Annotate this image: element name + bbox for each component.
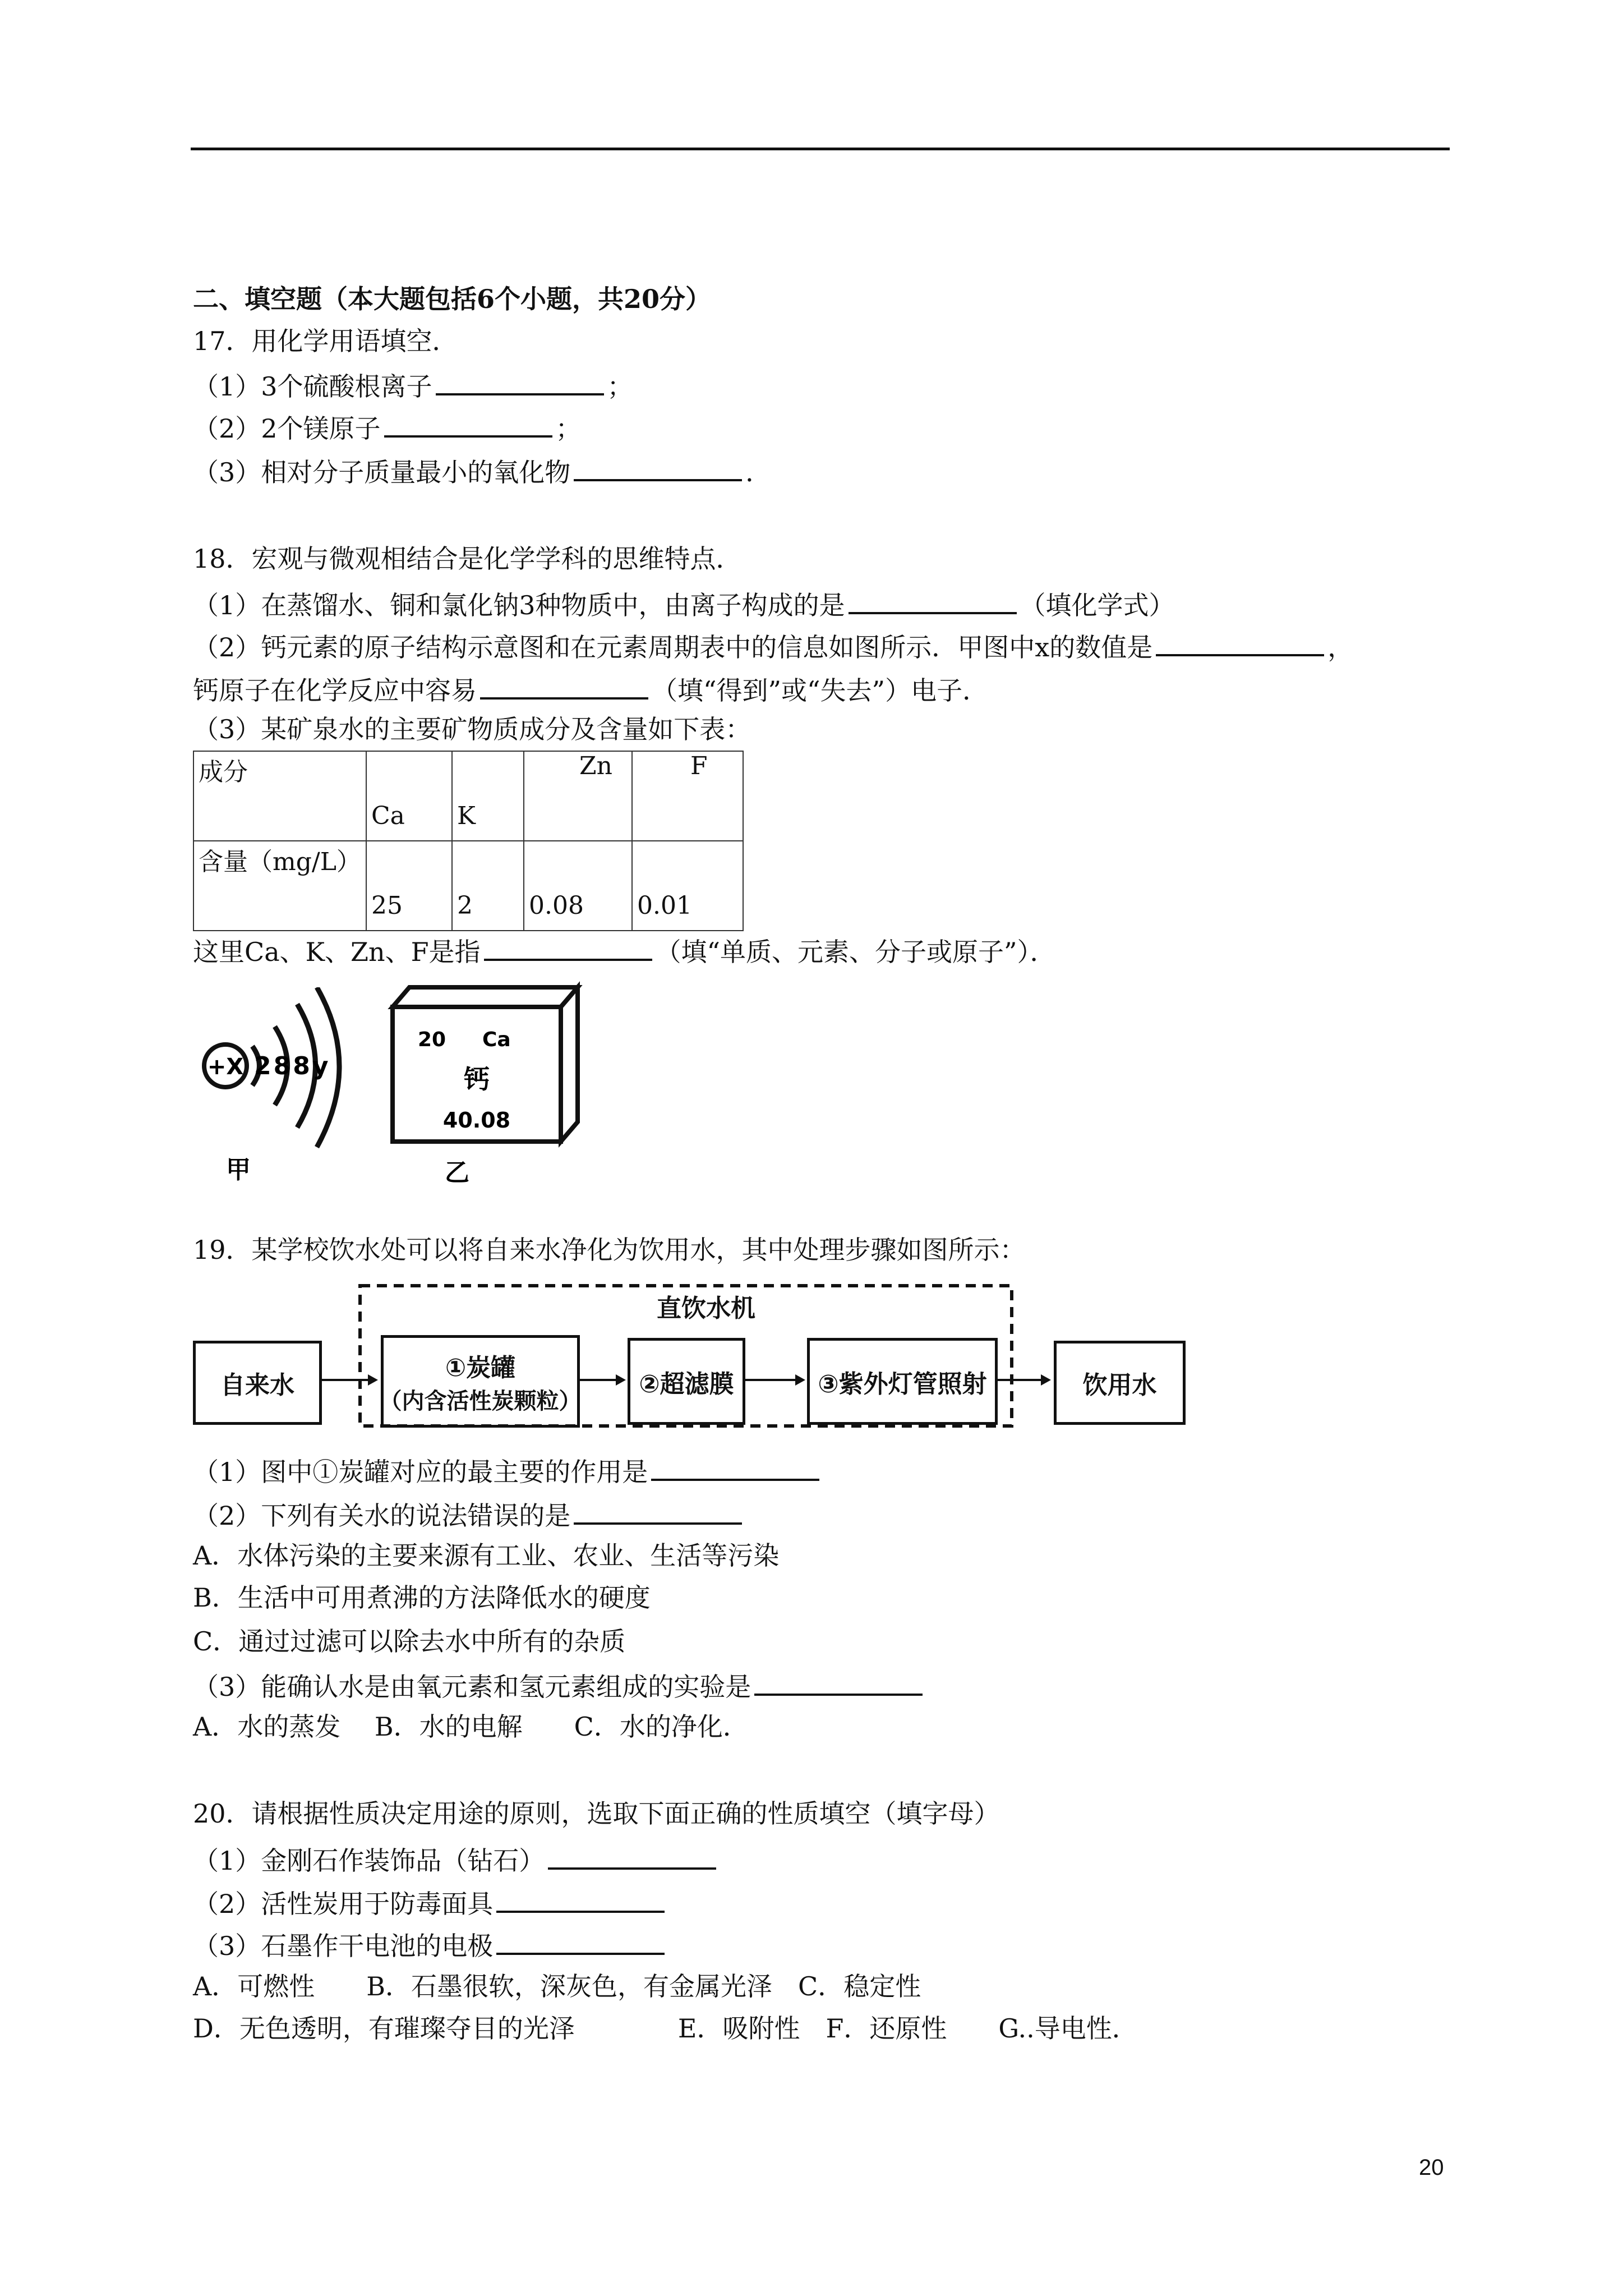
water-flow-diagram: [193, 1279, 1186, 1447]
element-ca: Ca: [371, 802, 405, 830]
figure-label-jia: 甲: [226, 1156, 251, 1184]
periodic-cell-diagram: [387, 976, 589, 1200]
q18-title: 18．宏观与微观相结合是化学学科的思维特点．: [193, 544, 742, 574]
answer-blank[interactable]: [651, 1453, 819, 1481]
q20-part1: [193, 1842, 720, 1876]
q19-part1-text: （1）图中①炭罐对应的最主要的作用是: [193, 1457, 648, 1487]
q18-part1-text: （1）在蒸馏水、铜和氯化钠3种物质中，由离子构成的是: [193, 590, 845, 620]
table-cell: [452, 751, 524, 841]
table-cell: [632, 751, 743, 841]
atomic-number: 20: [418, 1028, 446, 1051]
answer-blank[interactable]: [384, 409, 552, 438]
value-k: 2: [457, 891, 473, 920]
value-zn: 0.08: [529, 891, 584, 920]
q17-item-1: [193, 367, 633, 402]
q20-options-1: A．可燃性 B．石墨很软，深灰色，有金属光泽 C．稳定性: [193, 1971, 921, 2001]
flow-step3-box: [807, 1338, 998, 1425]
atomic-mass: 40.08: [442, 1108, 511, 1133]
answer-blank[interactable]: [484, 933, 652, 961]
element-k: K: [457, 802, 476, 830]
flow-step1-line2: （内含活性炭颗粒）: [379, 1388, 582, 1414]
q20-part3: [193, 1927, 668, 1962]
flow-step3-text: ③紫外灯管照射: [818, 1369, 987, 1398]
q18-after-text: 这里Ca、K、Zn、F是指: [193, 937, 481, 967]
table-row-label: [193, 841, 366, 931]
q17-item-3-end: ．: [745, 457, 772, 487]
q18-part3: （3）某矿泉水的主要矿物质成分及含量如下表：: [193, 714, 751, 744]
q19-part2: [193, 1497, 745, 1531]
answer-blank[interactable]: [754, 1668, 923, 1696]
table-cell: [632, 841, 743, 931]
answer-blank[interactable]: [574, 453, 742, 481]
answer-blank[interactable]: [496, 1885, 665, 1913]
q18-part2-suffix: ，: [1327, 632, 1354, 662]
answer-blank[interactable]: [548, 1842, 716, 1870]
atom-structure-diagram: [191, 987, 359, 1195]
q19-part2-text: （2）下列有关水的说法错误的是: [193, 1501, 571, 1531]
q19-part3-text: （3）能确认水是由氧元素和氢元素组成的实验是: [193, 1672, 751, 1702]
value-f: 0.01: [637, 891, 692, 920]
table-row-label-text: 含量（mg/L）: [199, 848, 361, 876]
answer-blank[interactable]: [436, 367, 604, 395]
flow-step2-box: [628, 1338, 745, 1425]
q20-title: 20．请根据性质决定用途的原则，选取下面正确的性质填空（填字母）: [193, 1798, 1000, 1829]
table-cell: [366, 751, 452, 841]
q18-part2b: [193, 671, 988, 706]
q17-title: 17．用化学用语填空．: [193, 326, 458, 356]
q18-part2-text: （2）钙元素的原子结构示意图和在元素周期表中的信息如图所示．甲图中x的数值是: [193, 632, 1153, 662]
table-cell: [366, 841, 452, 931]
flow-step1-line1: ①炭罐: [445, 1354, 516, 1382]
q20-part2-text: （2）活性炭用于防毒面具: [193, 1889, 494, 1919]
answer-blank[interactable]: [496, 1927, 665, 1955]
q19-part1: [193, 1453, 823, 1488]
answer-blank[interactable]: [849, 586, 1017, 614]
q17-item-1-end: ；: [607, 371, 633, 402]
answer-blank[interactable]: [1156, 628, 1324, 656]
q18-part2b-suffix: （填“得到”或“失去”）电子．: [652, 675, 989, 706]
q19-part3: [193, 1668, 926, 1703]
flow-output-text: 饮用水: [1082, 1371, 1157, 1400]
answer-blank[interactable]: [480, 671, 648, 700]
table-cell: [524, 841, 632, 931]
value-ca: 25: [371, 891, 403, 920]
q17-item-2-end: ；: [555, 413, 582, 444]
mineral-table: [193, 751, 744, 931]
table-cell: [452, 841, 524, 931]
q20-options-2: D．无色透明，有璀璨夺目的光泽 E．吸附性 F．还原性 G..导电性．: [193, 2013, 1138, 2044]
flow-step1-box: [381, 1335, 580, 1428]
element-name: 钙: [464, 1064, 490, 1094]
answer-blank[interactable]: [574, 1497, 742, 1525]
table-cell: [524, 751, 632, 841]
q18-part2: [193, 628, 1353, 663]
table-header-label: [193, 751, 366, 841]
q17-item-3: [193, 453, 771, 488]
q18-part1: [193, 586, 1175, 621]
q20-part1-text: （1）金刚石作装饰品（钻石）: [193, 1846, 545, 1876]
q18-after-suffix: （填“单质、元素、分子或原子”）．: [655, 937, 1056, 967]
flow-output-box: [1054, 1341, 1186, 1425]
element-symbol: Ca: [482, 1028, 511, 1051]
q20-part3-text: （3）石墨作干电池的电极: [193, 1931, 494, 1961]
page-number: 20: [1419, 2155, 1444, 2180]
element-zn: Zn: [579, 752, 612, 780]
q18-part1-suffix: （填化学式）: [1020, 590, 1175, 620]
q19-option-b: B．生活中可用煮沸的方法降低水的硬度: [193, 1582, 651, 1613]
q17-item-1-text: （1）3个硫酸根离子: [193, 371, 432, 402]
flow-source-box: [193, 1341, 322, 1425]
q19-option-a: A．水体污染的主要来源有工业、农业、生活等污染: [193, 1540, 780, 1571]
machine-label: 直饮水机: [657, 1294, 755, 1323]
header-rule: [191, 148, 1450, 150]
q19-title: 19．某学校饮水处可以将自来水净化为饮用水，其中处理步骤如图所示：: [193, 1235, 1026, 1265]
q17-item-2-text: （2）2个镁原子: [193, 413, 381, 444]
q19-part3-options: A．水的蒸发 B．水的电解 C．水的净化．: [193, 1711, 749, 1742]
table-label-text: 成分: [199, 758, 248, 786]
q17-item-2: [193, 409, 582, 444]
q18-part2b-text: 钙原子在化学反应中容易: [193, 675, 477, 706]
q18-after-table: [193, 933, 1056, 968]
q17-item-3-text: （3）相对分子质量最小的氧化物: [193, 457, 571, 487]
section-title: 二、填空题（本大题包括6个小题，共20分）: [193, 284, 712, 314]
q20-part2: [193, 1885, 668, 1920]
figure-label-yi: 乙: [445, 1158, 469, 1187]
flow-step2-text: ②超滤膜: [639, 1369, 734, 1398]
electron-shells: 288y: [254, 1052, 331, 1080]
element-f: F: [690, 752, 708, 780]
q19-option-c: C．通过过滤可以除去水中所有的杂质: [193, 1626, 626, 1657]
flow-source-text: 自来水: [220, 1371, 294, 1400]
nucleus-label: +X: [207, 1054, 244, 1080]
